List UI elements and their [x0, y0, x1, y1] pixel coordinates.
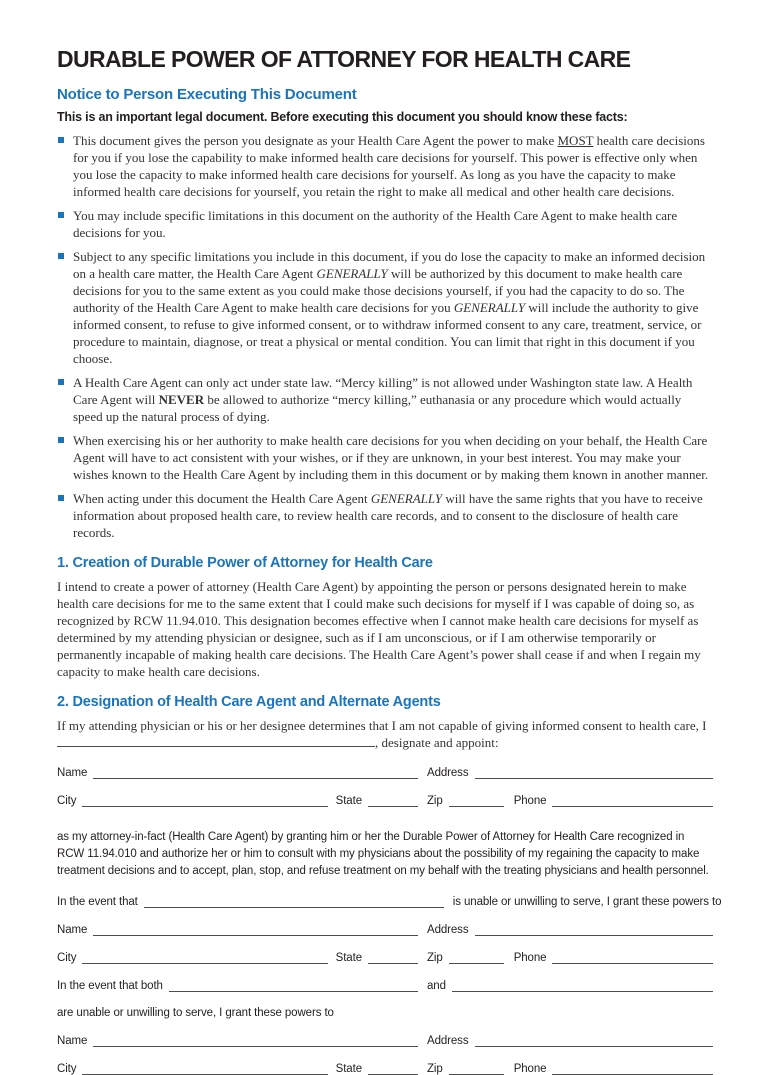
alternate2-phone-line[interactable] [552, 1062, 713, 1075]
section2-intro: If my attending physician or his or her designee determines that I am not capable of giving informed consent to health care, I , designate and appoint: [57, 718, 707, 750]
bullet-square-icon [58, 212, 64, 218]
name-label: Name [57, 767, 88, 779]
bullet-square-icon [58, 253, 64, 259]
event-both-continuation: are unable or unwilling to serve, I grant these powers to [57, 1007, 334, 1019]
notice-bullet: When exercising his or her authority to make health care decisions for you when deciding on your behalf, the Health Care Agent will have to act consistent with your wishes, or if they are unknown, in your best interest. You may make your wishes known to the Health Care Agent by including them in this document or by making them known in another manner. [57, 432, 713, 483]
state-label: State [335, 795, 362, 807]
agent-city-row [57, 793, 713, 807]
section2-heading: 2. Designation of Health Care Agent and Alternate Agents [57, 694, 441, 710]
bullet-square-icon [58, 437, 64, 443]
bullet-square-icon [58, 495, 64, 501]
notice-bullet: A Health Care Agent can only act under state law. “Mercy killing” is not allowed under Washington state law. A Health Care Agent will NEVER be allowed to authorize “mercy killing,” euthanasia or any procedure which would actually speed up the natural process of dying. [57, 374, 713, 425]
notice-bullet: When acting under this document the Health Care Agent GENERALLY will have the same rights that you have to receive information about proposed health care, to review health care records, and to consent to the disclosure of health care records. [57, 490, 713, 541]
alternate2-state-line[interactable] [368, 1062, 418, 1075]
event-both-prefix: In the event that both [57, 980, 163, 992]
alternate2-city-line[interactable] [82, 1062, 327, 1075]
event-single-prefix: In the event that [57, 896, 138, 908]
phone-label: Phone [513, 1063, 547, 1075]
event-agent-name-line[interactable] [144, 895, 444, 908]
alternate2-city-row [57, 1061, 713, 1075]
address-label: Address [427, 924, 469, 936]
agent-name-line[interactable] [93, 766, 418, 779]
agent-zip-line[interactable] [449, 794, 504, 807]
city-label: City [57, 952, 77, 964]
authority-paragraph: as my attorney-in-fact (Health Care Agent) by granting him or her the Durable Power of Attorney for Health Care recognized in RCW 11.94.010 and authorize her or him to consult with my physicians about the possibility of my regaining the capacity to make treatment decisions and to accept, plan, stop, and refuse treatment on my behalf with the treating physicians and health personnel. [57, 831, 709, 877]
agent-form [57, 765, 722, 1075]
address-label: Address [427, 1035, 469, 1047]
notice-heading: Notice to Person Executing This Document [57, 86, 357, 103]
section1-body: I intend to create a power of attorney (Health Care Agent) by appointing the person or persons designated herein to make health care decisions for me to the same extent that I could make such decisions for myself if I was capable of doing so, as recognized by RCW 11.94.010. This designation becomes effective when I cannot make health care decisions for myself as determined by my attending physician or designee, such as if I am unconscious, or if I am otherwise temporarily or permanently incapable of making health care decisions. The Health Care Agent’s power shall cease if and when I regain my capacity to make health care decisions. [57, 579, 701, 679]
alternate1-state-line[interactable] [368, 951, 418, 964]
agent-city-line[interactable] [82, 794, 327, 807]
event-both-row [57, 978, 713, 992]
alternate1-city-row [57, 950, 713, 964]
notice-bullet-list [57, 132, 713, 541]
agent-address-line[interactable] [475, 766, 714, 779]
notice-bullet: Subject to any specific limitations you include in this document, if you do lose the capacity to make an informed decision on a health care matter, the Health Care Agent GENERALLY will be authorized by this document to make health care decisions for you to the same extent as you could make those decisions yourself, if you had the capacity to do so. The authority of the Health Care Agent to make health care decisions for you GENERALLY will include the authority to give informed consent, to refuse to give informed consent, or to withdraw informed consent to any care, treatment, service, or procedure to maintain, diagnose, or treat a physical or mental condition. You can limit that right in this document if you choose. [57, 248, 713, 367]
bullet-square-icon [58, 379, 64, 385]
event-both-name2-line[interactable] [452, 979, 713, 992]
name-label: Name [57, 924, 88, 936]
event-both-and: and [427, 980, 446, 992]
alternate1-city-line[interactable] [82, 951, 327, 964]
zip-label: Zip [427, 952, 443, 964]
alternate1-name-line[interactable] [93, 923, 418, 936]
event-single-suffix: is unable or unwilling to serve, I grant these powers to [452, 896, 722, 908]
alternate1-zip-line[interactable] [449, 951, 504, 964]
name-label: Name [57, 1035, 88, 1047]
alternate1-name-row [57, 922, 713, 936]
phone-label: Phone [513, 795, 547, 807]
alternate2-name-row [57, 1033, 713, 1047]
agent-phone-line[interactable] [552, 794, 713, 807]
agent-state-line[interactable] [368, 794, 418, 807]
alternate1-phone-line[interactable] [552, 951, 713, 964]
address-label: Address [427, 767, 469, 779]
event-single-row [57, 894, 722, 908]
city-label: City [57, 795, 77, 807]
document-title: DURABLE POWER OF ATTORNEY FOR HEALTH CARE [57, 46, 631, 72]
agent-name-row [57, 765, 713, 779]
section1-heading: 1. Creation of Durable Power of Attorney for Health Care [57, 555, 433, 571]
zip-label: Zip [427, 795, 443, 807]
notice-bullet: This document gives the person you designate as your Health Care Agent the power to make MOST health care decisions for you if you lose the capability to make informed health care decisions for yourself. This power is effective only when you lose the capacity to make informed health care decisions for yourself. As long as you have the capacity to make informed health care decisions for yourself, you retain the right to make all medical and other health care decisions. [57, 132, 713, 200]
alternate1-address-line[interactable] [475, 923, 714, 936]
notice-intro: This is an important legal document. Before executing this document you should know these facts: [57, 110, 628, 124]
event-both-name1-line[interactable] [169, 979, 418, 992]
state-label: State [335, 952, 362, 964]
state-label: State [335, 1063, 362, 1075]
notice-bullet: You may include specific limitations in this document on the authority of the Health Care Agent to make health care decisions for you. [57, 207, 713, 241]
phone-label: Phone [513, 952, 547, 964]
principal-name-line[interactable] [57, 734, 375, 747]
alternate2-zip-line[interactable] [449, 1062, 504, 1075]
alternate2-name-line[interactable] [93, 1034, 418, 1047]
zip-label: Zip [427, 1063, 443, 1075]
alternate2-address-line[interactable] [475, 1034, 714, 1047]
city-label: City [57, 1063, 77, 1075]
bullet-square-icon [58, 137, 64, 143]
